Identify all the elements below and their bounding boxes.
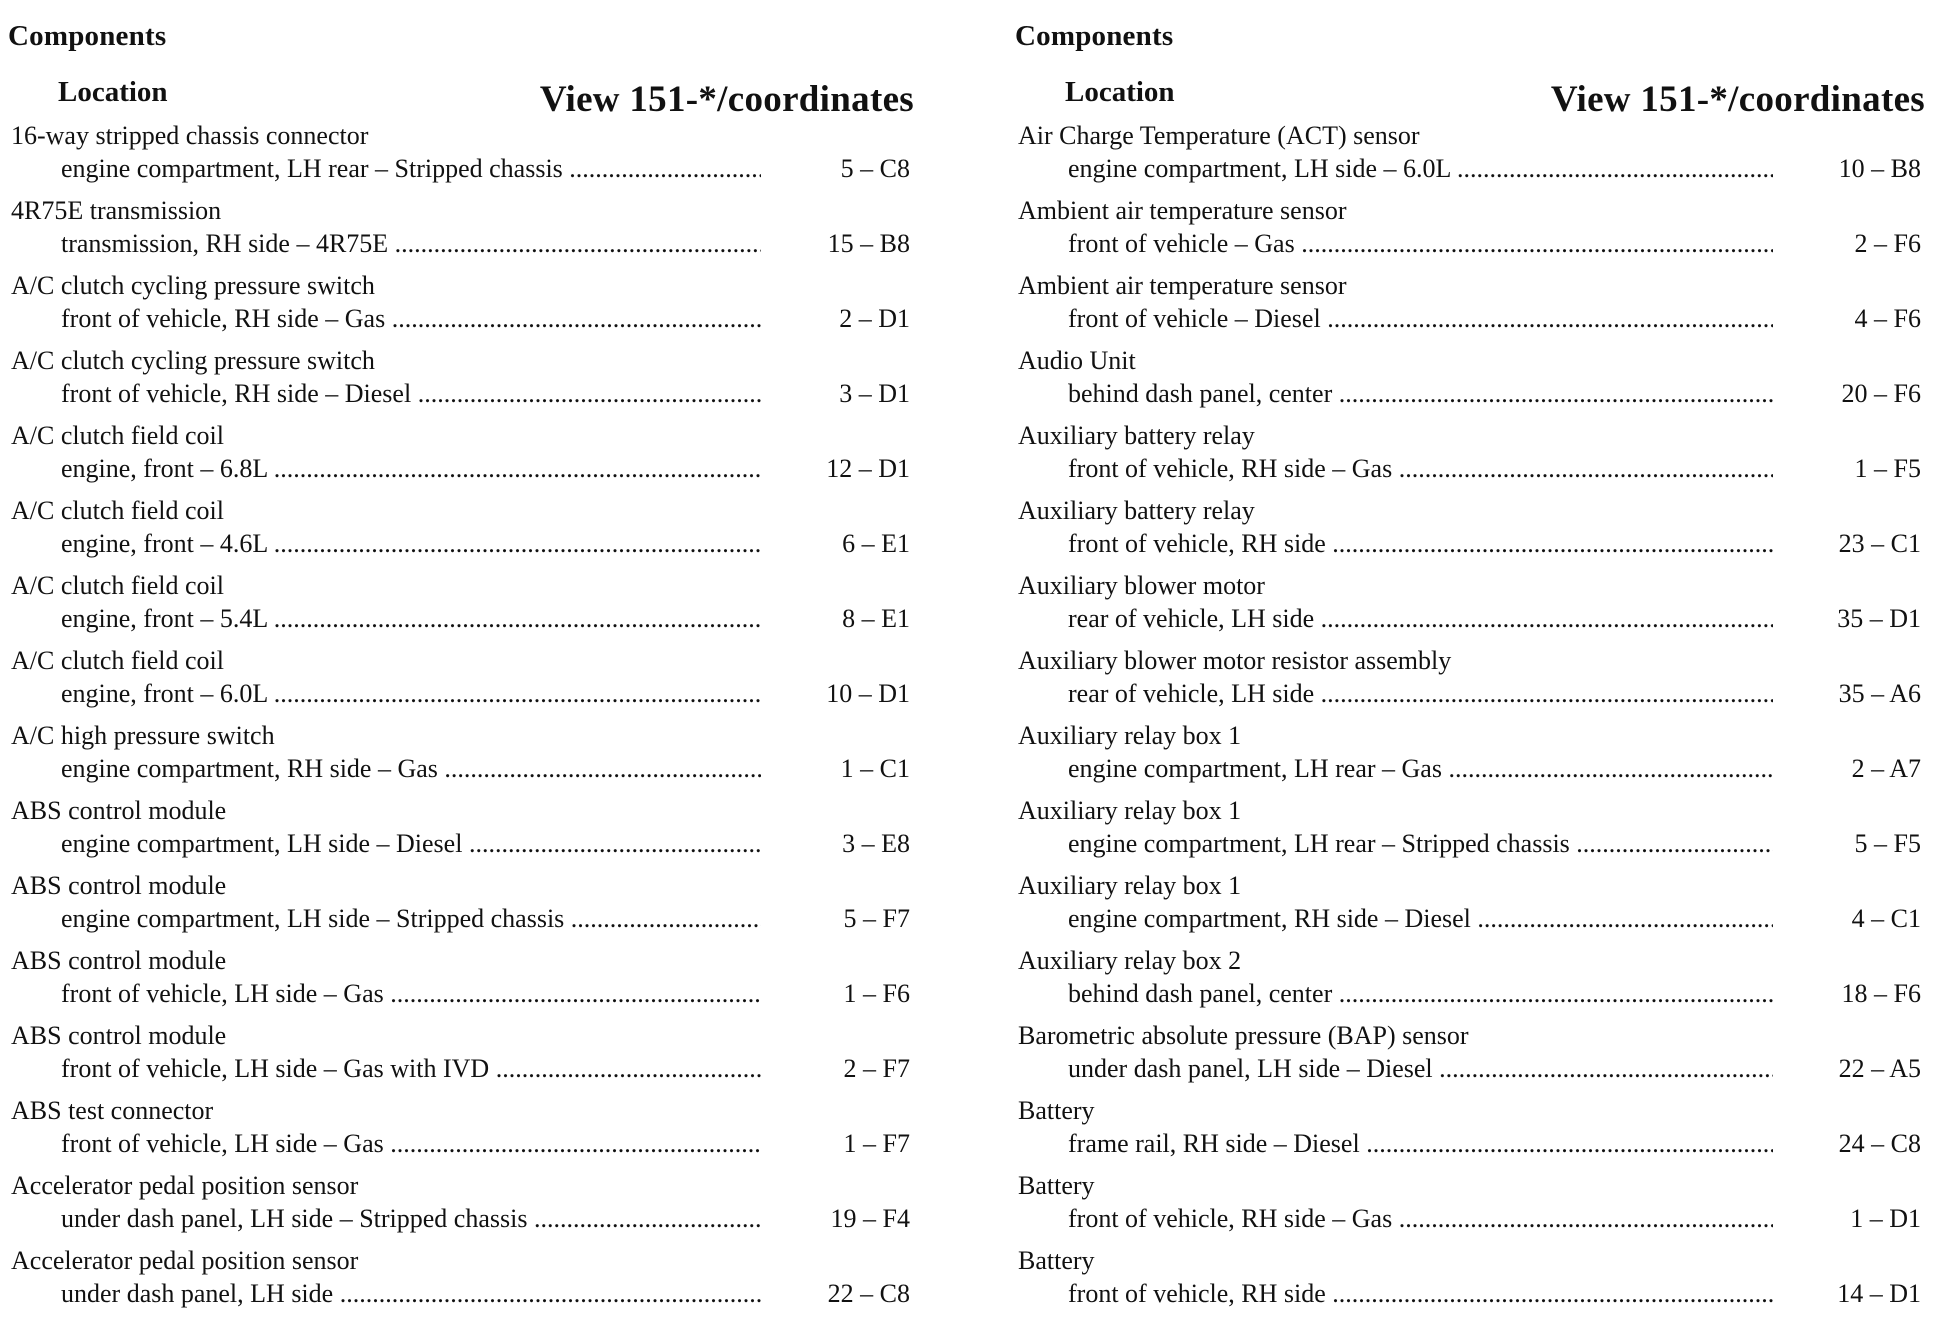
component-name: Auxiliary relay box 1 <box>1018 871 1242 900</box>
component-location-row <box>61 527 914 561</box>
component-entry <box>1015 1020 1925 1095</box>
view-coordinates: 1 – C1 <box>840 754 910 783</box>
component-location-row <box>1068 677 1925 711</box>
component-entry <box>1015 270 1925 345</box>
component-entry <box>8 1095 914 1170</box>
component-name: A/C clutch cycling pressure switch <box>11 271 375 300</box>
component-entry <box>1015 120 1925 195</box>
component-location-row <box>61 602 914 636</box>
component-location-row <box>61 452 914 486</box>
component-location-row <box>1068 602 1925 636</box>
component-entry <box>8 1020 914 1095</box>
component-entry <box>1015 195 1925 270</box>
component-entry <box>1015 1170 1925 1245</box>
component-location-row <box>61 752 914 786</box>
location-text: front of vehicle, RH side ..... <box>1068 527 1773 561</box>
component-entry <box>8 270 914 345</box>
location-text: rear of vehicle, LH side ..... <box>1068 677 1773 711</box>
component-location-row <box>1068 1277 1925 1311</box>
view-coordinates: 22 – C8 <box>827 1279 910 1308</box>
component-name: ABS control module <box>11 946 227 975</box>
view-coordinates: 2 – A7 <box>1851 754 1921 783</box>
view-coordinates: 4 – C1 <box>1851 904 1921 933</box>
component-location-row <box>61 677 914 711</box>
component-entry <box>8 1170 914 1245</box>
component-location-row <box>1068 827 1925 861</box>
view-coordinates: 1 – D1 <box>1850 1204 1921 1233</box>
component-entry <box>8 120 914 195</box>
location-text: front of vehicle – Gas ..... <box>1068 227 1773 261</box>
component-entry <box>1015 495 1925 570</box>
component-name: Battery <box>1018 1096 1095 1125</box>
component-location-row <box>1068 1202 1925 1236</box>
view-coordinates: 35 – D1 <box>1837 604 1921 633</box>
component-entry <box>8 945 914 1020</box>
view-coordinates: 15 – B8 <box>827 229 910 258</box>
component-entry <box>1015 720 1925 795</box>
component-location-row <box>1068 152 1925 186</box>
location-text: under dash panel, LH side ..... <box>61 1277 761 1311</box>
component-list <box>8 120 914 1320</box>
location-text: front of vehicle, RH side – Gas ..... <box>1068 1202 1773 1236</box>
component-name: Ambient air temperature sensor <box>1018 271 1347 300</box>
component-name: ABS control module <box>11 871 227 900</box>
component-location-row <box>61 152 914 186</box>
component-name: Battery <box>1018 1246 1095 1275</box>
view-coordinates: 2 – F6 <box>1854 229 1921 258</box>
component-name: Accelerator pedal position sensor <box>11 1246 359 1275</box>
view-coordinates: 3 – E8 <box>842 829 910 858</box>
location-text: under dash panel, LH side – Diesel ..... <box>1068 1052 1773 1086</box>
component-entry <box>8 345 914 420</box>
location-text: behind dash panel, center ..... <box>1068 377 1773 411</box>
component-location-row <box>1068 227 1925 261</box>
location-text: engine compartment, LH rear – Stripped chassis ..... <box>1068 827 1773 861</box>
location-text: behind dash panel, center ..... <box>1068 977 1773 1011</box>
component-name: Air Charge Temperature (ACT) sensor <box>1018 121 1420 150</box>
view-coordinates: 12 – D1 <box>826 454 910 483</box>
location-text: engine compartment, RH side – Gas ..... <box>61 752 761 786</box>
component-entry <box>1015 1095 1925 1170</box>
location-text: engine compartment, LH side – Diesel ..... <box>61 827 761 861</box>
location-text: front of vehicle, LH side – Gas with IVD ..... <box>61 1052 761 1086</box>
location-text: engine compartment, LH side – 6.0L ..... <box>1068 152 1773 186</box>
component-entry <box>8 720 914 795</box>
component-entry <box>8 795 914 870</box>
component-location-row <box>61 1127 914 1161</box>
location-text: engine compartment, RH side – Diesel ..... <box>1068 902 1773 936</box>
component-name: Auxiliary blower motor resistor assembly <box>1018 646 1452 675</box>
location-text: engine, front – 6.0L ..... <box>61 677 761 711</box>
view-coordinates: 24 – C8 <box>1838 1129 1921 1158</box>
component-location-row <box>1068 527 1925 561</box>
section-title: Components <box>1015 20 1174 52</box>
component-name: Auxiliary relay box 2 <box>1018 946 1242 975</box>
component-name: 4R75E transmission <box>11 196 222 225</box>
location-text: engine, front – 4.6L ..... <box>61 527 761 561</box>
location-text: front of vehicle, LH side – Gas ..... <box>61 1127 761 1161</box>
component-entry <box>1015 945 1925 1020</box>
location-header: Location <box>1065 76 1175 108</box>
component-location-row <box>1068 1052 1925 1086</box>
component-name: Barometric absolute pressure (BAP) sensor <box>1018 1021 1469 1050</box>
view-coordinates: 5 – F7 <box>843 904 910 933</box>
component-name: ABS control module <box>11 796 227 825</box>
component-list <box>1015 120 1925 1320</box>
location-text: engine compartment, LH side – Stripped chassis ..... <box>61 902 761 936</box>
component-name: Auxiliary battery relay <box>1018 496 1255 525</box>
component-name: Auxiliary relay box 1 <box>1018 721 1242 750</box>
component-name: Battery <box>1018 1171 1095 1200</box>
location-text: rear of vehicle, LH side ..... <box>1068 602 1773 636</box>
location-header: Location <box>58 76 168 108</box>
component-entry <box>8 495 914 570</box>
component-location-row <box>1068 752 1925 786</box>
location-text: engine compartment, LH rear – Stripped chassis ..... <box>61 152 761 186</box>
component-entry <box>8 1245 914 1320</box>
view-coordinates: 23 – C1 <box>1838 529 1921 558</box>
component-name: Audio Unit <box>1018 346 1136 375</box>
view-coordinates: 4 – F6 <box>1854 304 1921 333</box>
component-entry <box>1015 795 1925 870</box>
component-location-row <box>1068 377 1925 411</box>
location-text: front of vehicle – Diesel ..... <box>1068 302 1773 336</box>
view-coordinates: 1 – F5 <box>1854 454 1921 483</box>
component-name: Auxiliary relay box 1 <box>1018 796 1242 825</box>
component-name: Ambient air temperature sensor <box>1018 196 1347 225</box>
component-location-row <box>61 377 914 411</box>
component-entry <box>1015 645 1925 720</box>
location-text: frame rail, RH side – Diesel ..... <box>1068 1127 1773 1161</box>
view-coordinates: 8 – E1 <box>842 604 910 633</box>
component-location-row <box>61 1202 914 1236</box>
view-coordinates: 35 – A6 <box>1838 679 1921 708</box>
component-name: 16-way stripped chassis connector <box>11 121 369 150</box>
component-entry <box>1015 570 1925 645</box>
component-entry <box>8 645 914 720</box>
location-text: under dash panel, LH side – Stripped chassis ..... <box>61 1202 761 1236</box>
component-location-row <box>1068 302 1925 336</box>
component-location-row <box>61 302 914 336</box>
view-coordinates-header: View 151-*/coordinates <box>1550 79 1925 120</box>
location-text: engine compartment, LH rear – Gas ..... <box>1068 752 1773 786</box>
component-name: A/C clutch cycling pressure switch <box>11 346 375 375</box>
location-text: front of vehicle, RH side – Gas ..... <box>1068 452 1773 486</box>
component-entry <box>1015 420 1925 495</box>
component-entry <box>1015 870 1925 945</box>
component-name: Auxiliary battery relay <box>1018 421 1255 450</box>
location-text: front of vehicle, RH side – Gas ..... <box>61 302 761 336</box>
component-entry <box>8 870 914 945</box>
component-name: ABS control module <box>11 1021 227 1050</box>
location-text: engine, front – 5.4L ..... <box>61 602 761 636</box>
component-location-row <box>61 1052 914 1086</box>
view-coordinates: 19 – F4 <box>830 1204 910 1233</box>
component-name: A/C high pressure switch <box>11 721 275 750</box>
location-text: front of vehicle, RH side ..... <box>1068 1277 1773 1311</box>
component-location-row <box>1068 977 1925 1011</box>
location-text: engine, front – 6.8L ..... <box>61 452 761 486</box>
view-coordinates: 1 – F7 <box>843 1129 910 1158</box>
component-entry <box>1015 345 1925 420</box>
view-coordinates-header: View 151-*/coordinates <box>539 79 914 120</box>
component-name: A/C clutch field coil <box>11 421 225 450</box>
component-location-row <box>61 977 914 1011</box>
view-coordinates: 10 – B8 <box>1838 154 1921 183</box>
component-location-row <box>61 1277 914 1311</box>
component-name: A/C clutch field coil <box>11 646 225 675</box>
location-text: front of vehicle, RH side – Diesel ..... <box>61 377 761 411</box>
view-coordinates: 14 – D1 <box>1837 1279 1921 1308</box>
view-coordinates: 2 – D1 <box>839 304 910 333</box>
view-coordinates: 18 – F6 <box>1841 979 1921 1008</box>
component-entry <box>1015 1245 1925 1320</box>
component-location-row <box>61 902 914 936</box>
view-coordinates: 5 – C8 <box>840 154 910 183</box>
view-coordinates: 1 – F6 <box>843 979 910 1008</box>
component-name: A/C clutch field coil <box>11 496 225 525</box>
view-coordinates: 6 – E1 <box>842 529 910 558</box>
view-coordinates: 5 – F5 <box>1854 829 1921 858</box>
component-location-row <box>1068 452 1925 486</box>
view-coordinates: 10 – D1 <box>826 679 910 708</box>
component-entry <box>8 420 914 495</box>
view-coordinates: 22 – A5 <box>1838 1054 1921 1083</box>
view-coordinates: 20 – F6 <box>1841 379 1921 408</box>
component-entry <box>8 570 914 645</box>
section-title: Components <box>8 20 167 52</box>
view-coordinates: 3 – D1 <box>839 379 910 408</box>
component-name: ABS test connector <box>11 1096 214 1125</box>
view-coordinates: 2 – F7 <box>843 1054 910 1083</box>
component-name: Auxiliary blower motor <box>1018 571 1265 600</box>
location-text: front of vehicle, LH side – Gas ..... <box>61 977 761 1011</box>
component-location-row <box>1068 1127 1925 1161</box>
component-location-row <box>61 827 914 861</box>
component-entry <box>8 195 914 270</box>
component-location-row <box>1068 902 1925 936</box>
component-location-row <box>61 227 914 261</box>
component-name: A/C clutch field coil <box>11 571 225 600</box>
component-name: Accelerator pedal position sensor <box>11 1171 359 1200</box>
location-text: transmission, RH side – 4R75E ..... <box>61 227 761 261</box>
